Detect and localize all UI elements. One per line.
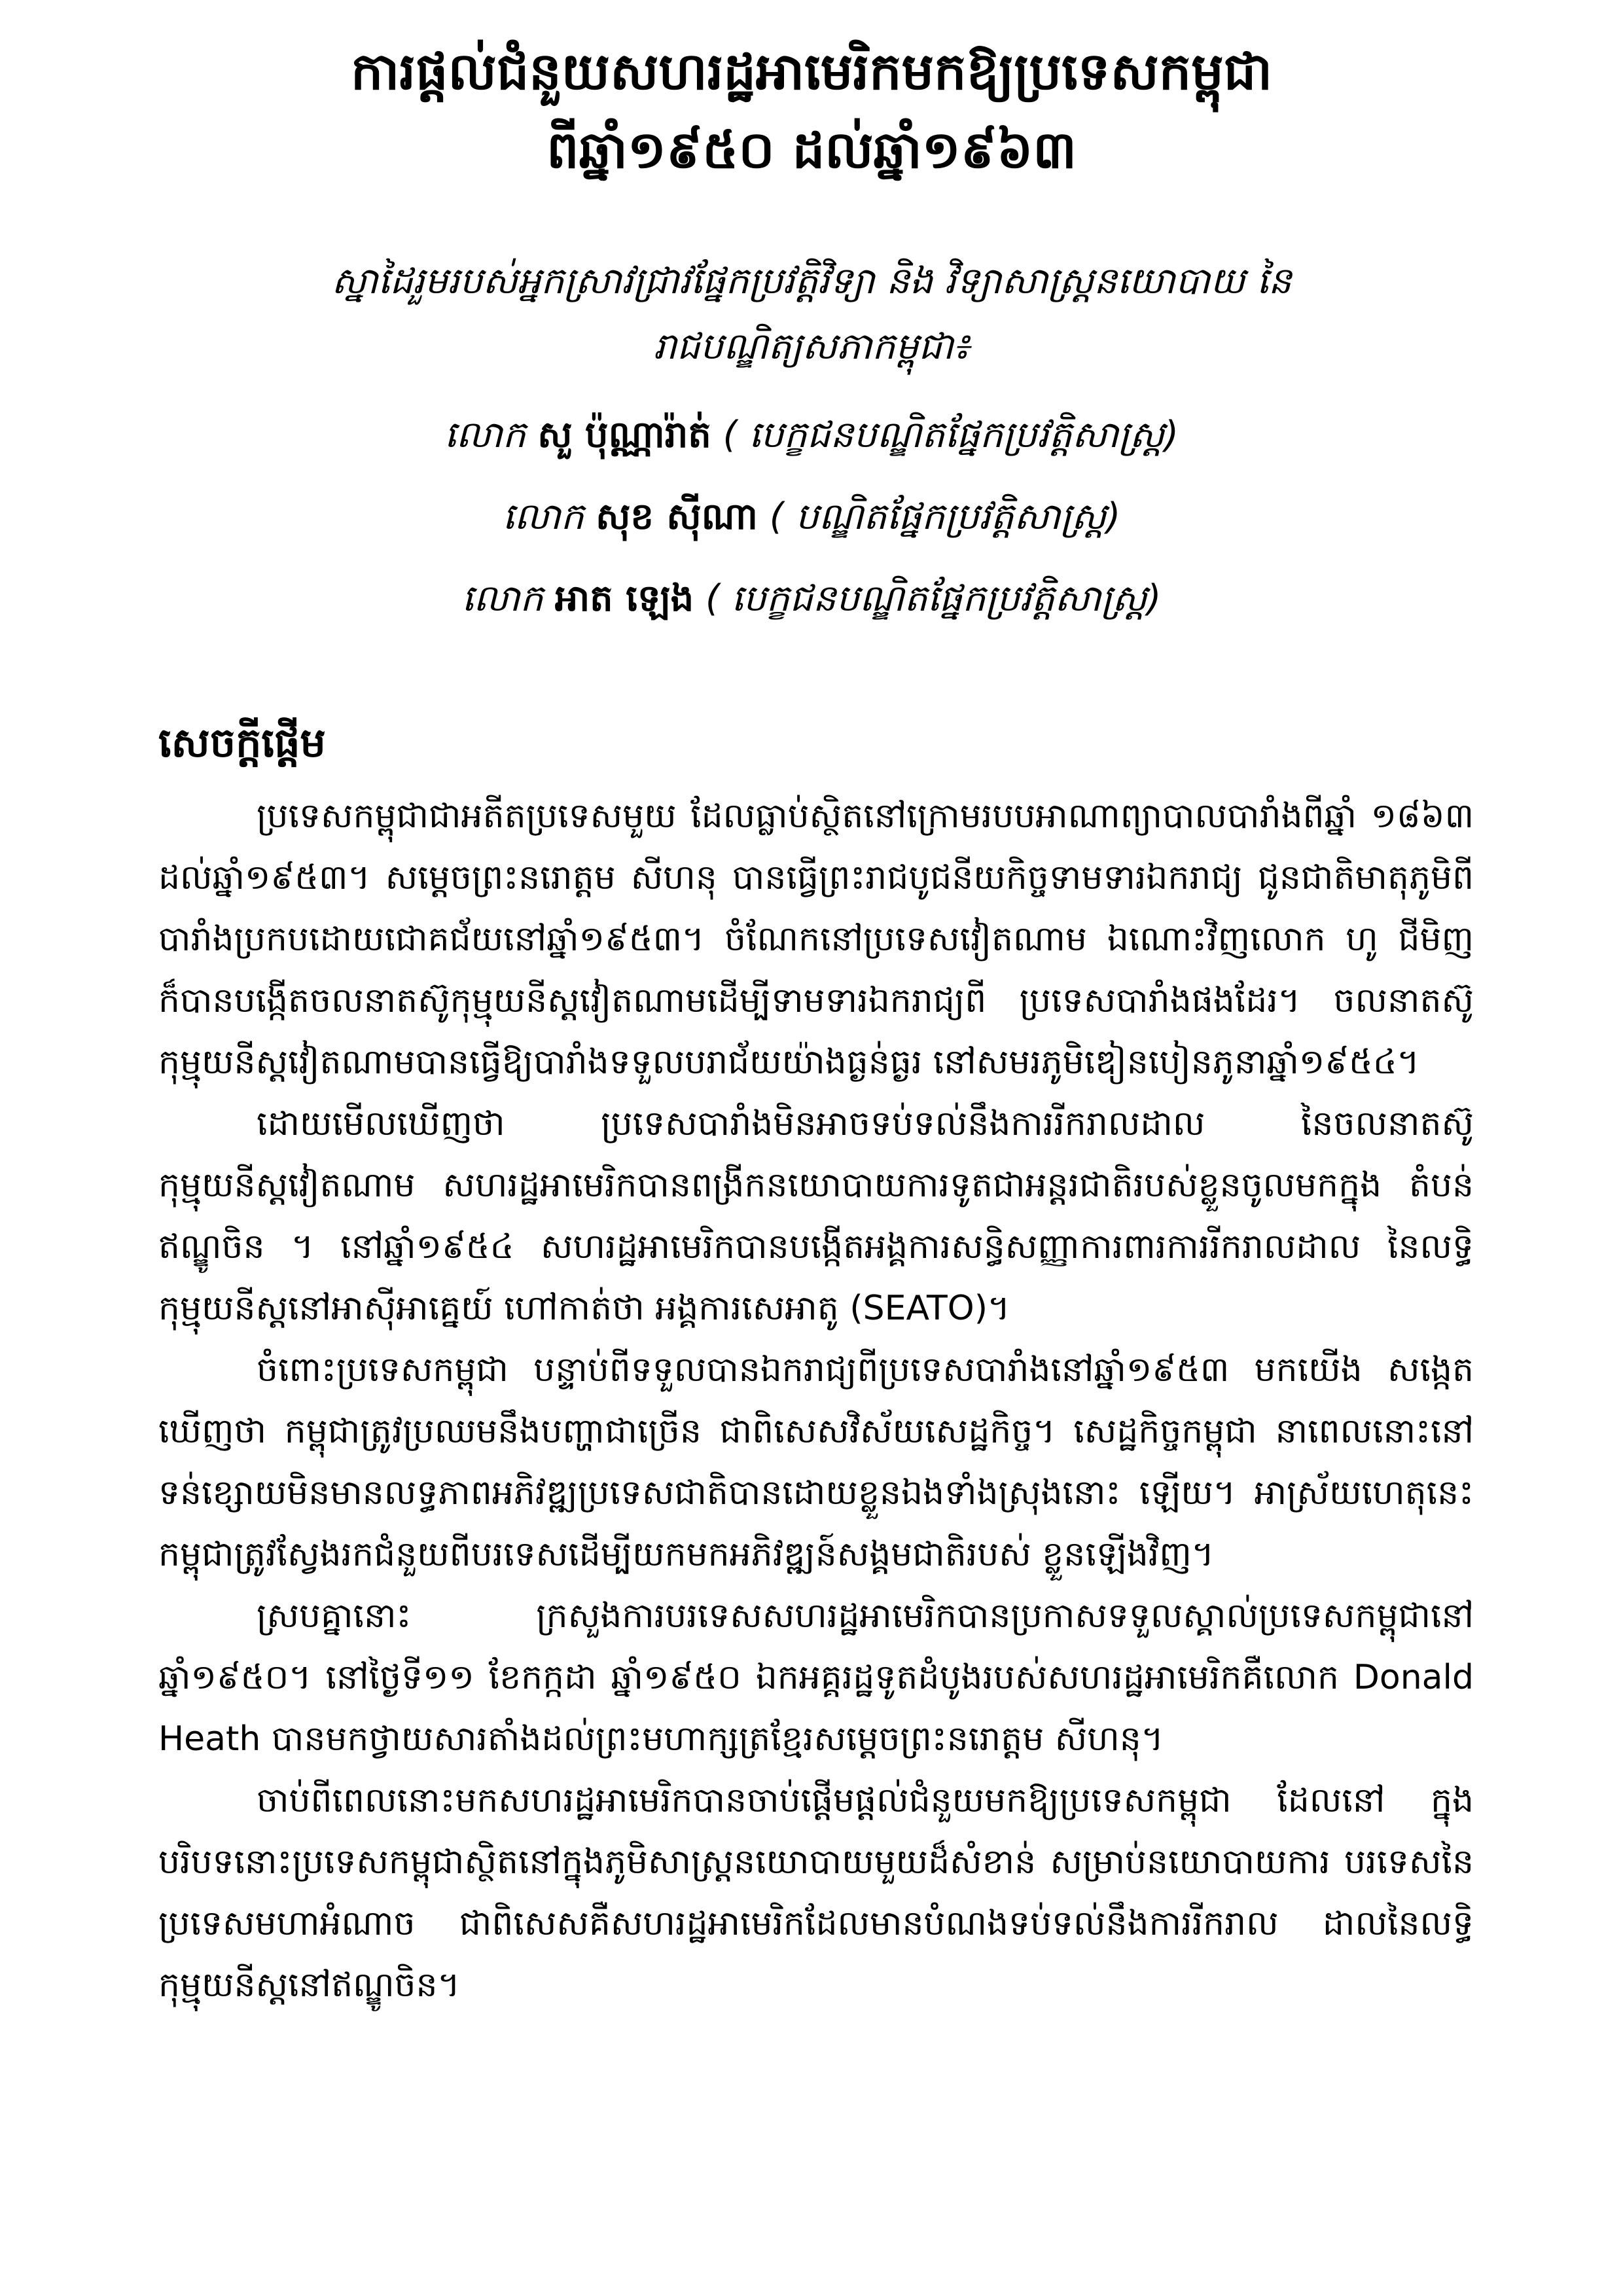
body-text	[158, 785, 1474, 2016]
author-prefix: លោក	[502, 495, 584, 538]
author-name: សួ ប៉ុណ្ណារ៉ាត់	[537, 414, 711, 456]
title-line-1: ការផ្តល់ជំនួយសហរដ្ឋអាមេរិកមកឱ្យប្រទេសកម្ពុជា	[350, 43, 1273, 101]
paragraph: ស្របគ្នានោះ ក្រសួងការបរទេសសហរដ្ឋអាមេរិកបានប្រកាសទទួលស្គាល់ប្រទេសកម្ពុជានៅ ឆ្នាំ១៩៥០។ នៅថ្ងៃទី១១ ខែកក្កដា ឆ្នាំ១៩៥០ ឯកអគ្គរដ្ឋទូតដំបូងរបស់សហរដ្ឋអាមេរិកគឺលោក Donald Heath បានមកថ្វាយសារតាំងដល់ព្រះមហាក្សត្រខ្មែរសម្តេចព្រះនរោត្តម សីហនុ។	[158, 1596, 1474, 1759]
paragraph: ប្រទេសកម្ពុជាជាអតីតប្រទេសមួយ ដែលធ្លាប់ស្ថិតនៅក្រោមរបបអាណាព្យាបាលបារាំងពីឆ្នាំ ១៨៦៣ ដល់ឆ្នាំ១៩៥៣។ សម្តេចព្រះនរោត្តម សីហនុ បានធ្វើព្រះរាជបូជនីយកិច្ចទាមទារឯករាជ្យ ជូនជាតិមាតុភូមិពីបារាំងប្រកបដោយជោគជ័យនៅឆ្នាំ១៩៥៣។ ចំណែកនៅប្រទេសវៀតណាម ឯណោះវិញលោក ហូ ជីមិញ ក៏បានបង្កើតចលនាតស៊ូកុម្មុយនីស្តវៀតណាមដើម្បីទាមទារឯករាជ្យពី ប្រទេសបារាំងផងដែរ។ ចលនាតស៊ូកុម្មុយនីស្តវៀតណាមបានធ្វើឱ្យបារាំងទទួលបរាជ័យយ៉ាងធ្ងន់ធ្ងរ នៅសមរភូមិឌៀនបៀនភូនាឆ្នាំ១៩៥៤។	[158, 797, 1474, 1082]
author-line	[131, 573, 1492, 625]
credits-intro-line-1: ស្នាដៃរួមរបស់អ្នកស្រាវជ្រាវផ្នែកប្រវត្តិវិទ្យា និង វិទ្យាសាស្រ្តនយោបាយ នៃ	[331, 260, 1292, 302]
author-name: អាត ឡេង	[554, 577, 694, 620]
author-role: ( បេក្ខជនបណ្ឌិតផ្នែកប្រវត្តិសាស្រ្ត)	[705, 577, 1162, 620]
author-prefix: លោក	[461, 577, 544, 620]
section-heading: សេចក្តីផ្តើម	[158, 719, 326, 766]
author-line	[131, 491, 1492, 543]
paragraph: ចាប់ពីពេលនោះមកសហរដ្ឋអាមេរិកបានចាប់ផ្តើមផ្តល់ជំនួយមកឱ្យប្រទេសកម្ពុជា ដែលនៅ ក្នុងបរិបទនោះប្រទេសកម្ពុជាស្ថិតនៅក្នុងភូមិសាស្ត្រនយោបាយមួយដ៏សំខាន់ សម្រាប់នយោបាយការ បរទេសនៃប្រទេសមហាអំណាច ជាពិសេសគឺសហរដ្ឋអាមេរិកដែលមានបំណងទប់ទល់នឹងការរីករាល ដាលនៃលទ្ធិកុម្មុយនីស្តនៅឥណ្ឌូចិន។	[158, 1781, 1474, 2005]
credits-intro-line-2: រាជបណ្ឌិត្យសភាកម្ពុជា៖	[653, 325, 970, 368]
author-role: ( បណ្ឌិតផ្នែកប្រវត្តិសាស្រ្ត)	[769, 495, 1121, 538]
author-role: ( បេក្ខជនបណ្ឌិតផ្នែកប្រវត្តិសាស្រ្ត)	[722, 414, 1179, 456]
paragraph: ដោយមើលឃើញថា ប្រទេសបារាំងមិនអាចទប់ទល់នឹងការរីករាលដាល នៃចលនាតស៊ូ កុម្មុយនីស្តវៀតណាម សហរដ្ឋអាមេរិកបានពង្រីកនយោបាយការទូតជាអន្តរជាតិរបស់ខ្លួនចូលមកក្នុង តំបន់ឥណ្ឌូចិន ។ នៅឆ្នាំ១៩៥៤ សហរដ្ឋអាមេរិកបានបង្កើតអង្គការសន្ធិសញ្ញាការពារការរីករាលដាល នៃលទ្ធិកុម្មុយនីស្តនៅអាស៊ីអាគ្នេយ៍ ហៅកាត់ថា អង្គការសេអាតូ (SEATO)។	[158, 1104, 1474, 1328]
paragraph: ចំពោះប្រទេសកម្ពុជា បន្ទាប់ពីទទួលបានឯករាជ្យពីប្រទេសបារាំងនៅឆ្នាំ១៩៥៣ មកយើង សង្កេតឃើញថា កម្ពុជាត្រូវប្រឈមនឹងបញ្ហាជាច្រើន ជាពិសេសវិស័យសេដ្ឋកិច្ច។ សេដ្ឋកិច្ចកម្ពុជា នាពេលនោះនៅទន់ខ្សោយមិនមានលទ្ធភាពអភិវឌ្ឍប្រទេសជាតិបានដោយខ្លួនឯងទាំងស្រុងនោះ ឡើយ។ អាស្រ័យហេតុនេះ កម្ពុជាត្រូវស្វែងរកជំនួយពីបរទេសដើម្បីយកមកអភិវឌ្ឍន៍សង្គមជាតិរបស់ ខ្លួនឡើងវិញ។	[158, 1350, 1474, 1574]
author-prefix: លោក	[444, 414, 526, 456]
author-name: សុខ ស៊ីណា	[596, 495, 758, 538]
author-line	[131, 409, 1492, 461]
title-line-2: ពីឆ្នាំ១៩៥០ ដល់ឆ្នាំ១៩៦៣	[546, 121, 1077, 180]
